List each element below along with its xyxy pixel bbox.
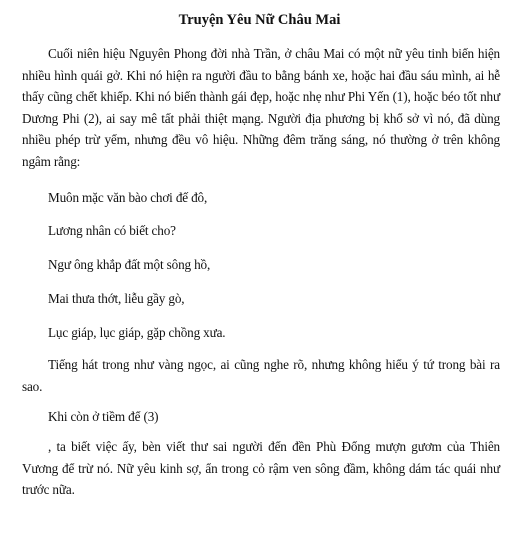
document-title: Truyện Yêu Nữ Châu Mai xyxy=(178,12,341,28)
paragraph-intro: Cuối niên hiệu Nguyên Phong đời nhà Trần, ở châu Mai có một nữ yêu tinh biến hiện nhiều hình quái gở. Khi nó hiện ra người đầu to bằng bánh xe, hoặc hai đầu sáu mình, ai hễ thấy cũng chết khiếp. Khi nó biến thành gái đẹp, hoặc nhẹ như Phi Yến (1), hoặc béo tốt như Dương Phi (2), ai say mê tất phải thiệt mạng. Người địa phương bị khổ sở vì nó, đã dùng nhiều phép trừ yểm, nhưng đều vô hiệu. Những đêm trăng sáng, nó thường ở trên không ngâm rằng: xyxy=(22,46,500,169)
poem-line-4: Mai thưa thớt, liễu gầy gò, xyxy=(48,291,185,306)
poem-line-1: Muôn mặc văn bào chơi đế đô, xyxy=(48,190,208,205)
paragraph-song-description: Tiếng hát trong như vàng ngọc, ai cũng nghe rõ, nhưng không hiểu ý tứ trong bài ra sao. xyxy=(22,357,500,394)
paragraph-footnote-line: Khi còn ở tiềm để (3) xyxy=(48,409,159,424)
poem-line-3: Ngư ông khắp đất một sông hồ, xyxy=(48,257,211,272)
poem-line-2: Lương nhân có biết cho? xyxy=(48,223,176,238)
paragraph-conclusion: , ta biết việc ấy, bèn viết thư sai người đến đền Phù Đổng mượn gươm của Thiên Vương để trừ nó. Nữ yêu kinh sợ, ẩn trong cỏ rậm ven sông đầm, không dám tác quái như trước nữa. xyxy=(22,439,500,497)
poem-line-5: Lục giáp, lục giáp, gặp chồng xưa. xyxy=(48,325,226,340)
